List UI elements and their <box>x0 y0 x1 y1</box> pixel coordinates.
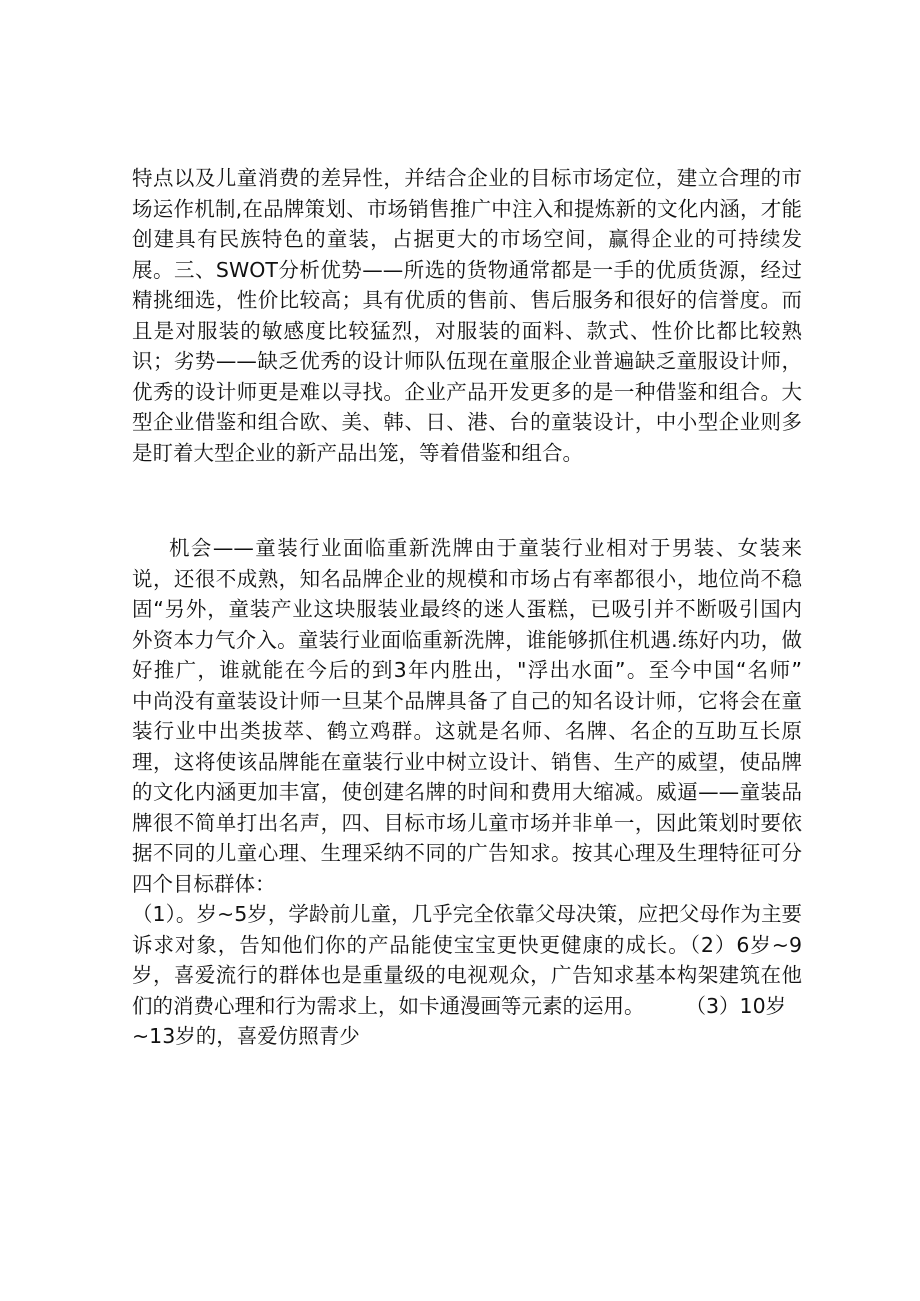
text-line: 是盯着大型企业的新产品出笼，等着借鉴和组合。 <box>132 440 583 465</box>
text-line: 的文化内涵更加丰富，使创建名牌的时间和费用大缩减。威逼——童装品 <box>132 780 802 804</box>
text-line: 们的消费心理和行为需求上，如卡通漫画等元素的运用。 （3）10岁 <box>132 993 787 1018</box>
text-line: 岁，喜爱流行的群体也是重量级的电视观众，广告知求基本构架建筑在他 <box>132 963 802 987</box>
text-line: ~13岁的，喜爱仿照青少 <box>132 1024 360 1048</box>
text-line: 说，还很不成熟，知名品牌企业的规模和市场占有率都很小，地位尚不稳 <box>132 566 802 591</box>
text-line: 理，这将使该品牌能在童装行业中树立设计、销售、生产的威望，使品牌 <box>132 749 802 774</box>
text-line: 四个目标群体： <box>132 871 276 896</box>
text-line: 识；劣势——缺乏优秀的设计师队伍现在童服企业普遍缺乏童服设计师， <box>132 349 802 373</box>
text-line: 优秀的设计师更是难以寻找。企业产品开发更多的是一种借鉴和组合。大 <box>132 379 802 404</box>
text-line: 创建具有民族特色的童装，占据更大的市场空间，赢得企业的可持续发 <box>132 227 802 251</box>
text-line: （1）。岁~5岁，学龄前儿童，几乎完全依靠父母决策，应把父母作为主要 <box>132 902 802 926</box>
paragraph-swot <box>132 163 802 468</box>
text-line: 诉求对象，告知他们你的产品能使宝宝更快更健康的成长。（2）6岁~9 <box>132 932 802 957</box>
text-line: 外资本力气介入。童装行业面临重新洗牌，谁能够抓住机遇.练好内功，做 <box>132 627 802 652</box>
text-line: 特点以及儿童消费的差异性，并结合企业的目标市场定位，建立合理的市 <box>132 166 802 190</box>
text-line: 展。三、SWOT分析优势——所选的货物通常都是一手的优质货源，经过 <box>132 257 802 282</box>
text-line: 牌很不简单打出名声，四、目标市场儿童市场并非单一，因此策划时要依 <box>132 810 802 835</box>
text-line: 场运作机制,在品牌策划、市场销售推广中注入和提炼新的文化内涵，才能 <box>132 196 802 221</box>
text-line: 机会——童装行业面临重新洗牌由于童装行业相对于男装、女装来 <box>169 536 802 560</box>
text-line: 装行业中出类拔萃、鹤立鸡群。这就是名师、名牌、名企的互助互长原 <box>132 719 802 743</box>
text-line: 且是对服装的敏感度比较猛烈，对服装的面料、款式、性价比都比较熟 <box>132 318 802 343</box>
paragraph-opportunity <box>132 533 802 1052</box>
text-line: 好推广，谁就能在今后的到3年内胜出，"浮出水面”。至今中国“名师” <box>132 658 802 682</box>
text-line: 型企业借鉴和组合欧、美、韩、日、港、台的童装设计，中小型企业则多 <box>132 410 802 434</box>
text-line: 固“另外，童装产业这块服装业最终的迷人蛋糕，已吸引并不断吸引国内 <box>132 597 802 621</box>
text-line: 精挑细选，性价比较高；具有优质的售前、售后服务和很好的信誉度。而 <box>132 288 802 312</box>
text-line: 中尚没有童装设计师一旦某个品牌具备了自己的知名设计师，它将会在童 <box>132 688 802 713</box>
text-line: 据不同的儿童心理、生理采纳不同的广告知求。按其心理及生理特征可分 <box>132 841 802 865</box>
